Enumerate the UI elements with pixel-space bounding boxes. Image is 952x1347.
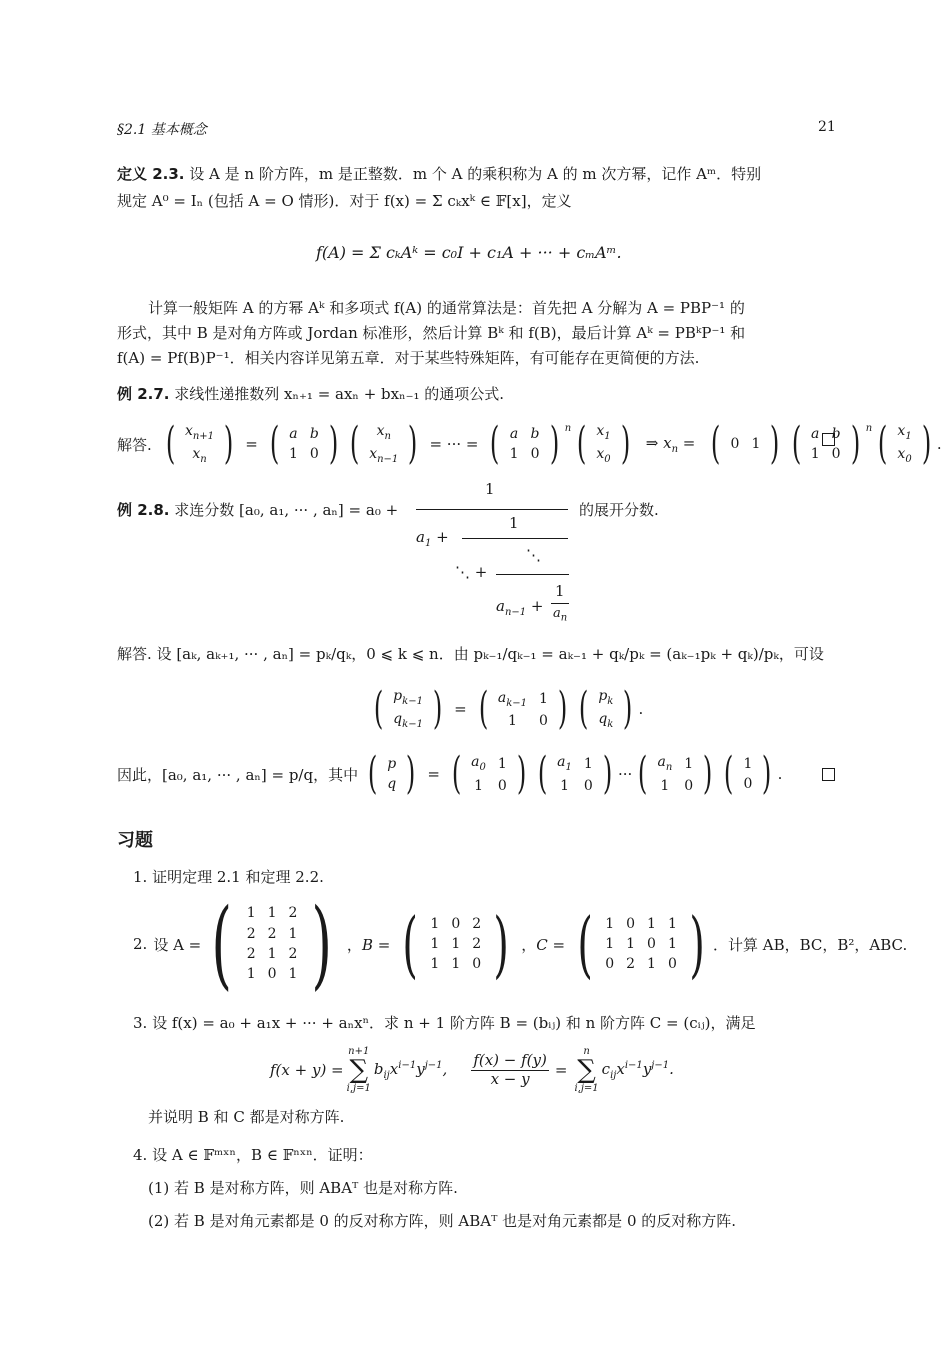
exercise-1: [133, 866, 324, 887]
example-2-8-solution-label: 解答.: [117, 645, 152, 663]
difference-quotient: $\frac{f(x) - f(y)}{x - y}$: [473, 1051, 547, 1088]
matrix-cell: 0: [667, 956, 677, 973]
cf-an-minus-1: $a_{n-1}$ +: [496, 597, 544, 618]
exercises-heading: 习题: [117, 830, 153, 851]
cf-bar-3: [496, 574, 569, 575]
cf-bar-2: [462, 538, 568, 539]
example-2-8-statement: [117, 499, 398, 520]
matrix-cell: 2: [246, 946, 256, 962]
qed-square-2: [822, 768, 835, 781]
cf-bar-1: [416, 509, 568, 510]
definition-line-1: [117, 163, 761, 184]
matrix-cell: 1: [288, 966, 298, 983]
exercise-4-text: 设 A ∈ 𝔽ᵐˣⁿ，B ∈ 𝔽ⁿˣⁿ．证明：: [152, 1146, 373, 1164]
cf-ddots-2: ⋱ +: [455, 563, 488, 581]
matrix-cell: 0: [451, 915, 461, 932]
cf-bar-4: [551, 603, 569, 604]
matrix-a0: ( $a_0$ 1 1 0 ): [451, 748, 527, 799]
matrix-cell: 2: [626, 956, 636, 973]
example-2-7-label: 例 2.7.: [117, 385, 170, 403]
matrix-an: ( $a_n$ 1 1 0 ): [638, 748, 713, 799]
vector-x-next: ( $x_{n+1}$ $x_n$ ): [165, 418, 234, 470]
conclusion-text: 因此，[a₀, a₁, ··· , aₙ] = p/q，其中: [117, 765, 359, 784]
definition-label: 定义 2.3.: [117, 165, 185, 183]
vector-p-q-k: ( $p_k$ $q_k$ ): [579, 683, 633, 735]
cf-numerator-1: 1: [485, 480, 495, 498]
matrix-ab10: ( a b 1 0 ): [269, 418, 339, 470]
matrix-cell: 1: [647, 956, 656, 973]
cf-an: $a_n$: [553, 606, 568, 624]
vector-p-q: ( p q ): [367, 748, 416, 799]
matrix-cell: 2: [246, 925, 256, 942]
exercise-3: [133, 1012, 755, 1033]
matrix-cell: 2: [288, 905, 298, 922]
matrix-cell: 2: [288, 946, 298, 962]
example-2-8-tail: 的展开分数.: [579, 501, 659, 519]
matrix-cell: 1: [451, 935, 461, 952]
example-2-8-solution-text: 设 [aₖ, aₖ₊₁, ··· , aₙ] = pₖ/qₖ，0 ⩽ k ⩽ n．由 pₖ₋₁/qₖ₋₁ = aₖ₋₁ + qₖ/pₖ = (aₖ₋₁pₖ + qₖ)/pₖ，可设: [156, 645, 824, 663]
cf-numerator-4: 1: [555, 582, 565, 600]
example-2-8-conclusion: 因此，[a₀, a₁, ··· , aₙ] = p/q，其中 ( p q ) = ( $a_0$ 1 1 0 ) ( $a_1$ 1 1 0 ) ··· ( $a_n$ 1 1 0 ) ( 1 0 ) .: [117, 748, 783, 799]
matrix-cell: 0: [605, 956, 615, 973]
matrix-cell: 1: [667, 915, 677, 932]
running-header: §2.1 基本概念: [117, 122, 207, 138]
paragraph-line-1: 计算一般矩阵 A 的方幂 Aᵏ 和多项式 f(A) 的通常算法是：首先把 A 分解为 A = PBP⁻¹ 的: [148, 299, 745, 317]
exercise-3-text: 设 f(x) = a₀ + a₁x + ··· + aₙxⁿ．求 n + 1 阶方阵 B = (bᵢⱼ) 和 n 阶方阵 C = (cᵢⱼ)，满足: [152, 1014, 756, 1032]
definition-formula: f(A) = Σ cₖAᵏ = c₀I + c₁A + ··· + cₘAᵐ.: [316, 243, 622, 262]
page-number: 21: [818, 119, 836, 135]
matrix-cell: 1: [647, 915, 656, 932]
matrix-cell: 2: [472, 935, 482, 952]
matrix-cell: 0: [267, 966, 277, 983]
exercise-2-num: 2.: [133, 935, 148, 953]
matrix-a-k-minus-1: ( $a_{k-1}$ 1 1 0 ): [478, 683, 568, 735]
exercise-1-num: 1.: [133, 868, 148, 886]
exercise-3-formulas: f(x + y) = n+1 ∑ i,j=1 $b_{ij}x^{i-1}y^{j-1}$, $\frac{f(x) - f(y)}{x - y}$ = n ∑ i,j=1 $c_{ij}x^{i-1}y^{j-1}$.: [270, 1046, 674, 1094]
paragraph-line-2: 形式，其中 B 是对角方阵或 Jordan 标准形，然后计算 Bᵏ 和 f(B)，最后计算 Aᵏ = PBᵏP⁻¹ 和: [117, 324, 746, 342]
sum-b: n+1 ∑ i,j=1: [346, 1046, 371, 1094]
example-2-7-text: 求线性递推数列 xₙ₊₁ = axₙ + bxₙ₋₁ 的通项公式.: [174, 385, 505, 403]
cf-ddots-1: ⋱: [526, 546, 541, 564]
exercise-3-num: 3.: [133, 1014, 148, 1032]
matrix-cell: 1: [430, 956, 440, 973]
matrix-cell: 1: [605, 915, 615, 932]
example-2-7-statement: [117, 383, 504, 404]
matrix-C: ( 1 0 1 1 1 1 0 1 0 2 1 0 ): [577, 902, 705, 986]
exercise-4-part-1: (1) 若 B 是对称方阵，则 ABAᵀ 也是对称方阵.: [148, 1179, 458, 1197]
matrix-cell: 1: [288, 925, 298, 942]
vector-1-0: ( 1 0 ): [724, 748, 772, 799]
recurrence-matrix-equation: ( $p_{k-1}$ $q_{k-1}$ ) = ( $a_{k-1}$ 1 1 0 ) ( $p_k$ $q_k$ ) .: [368, 686, 643, 733]
exercise-4: [133, 1144, 373, 1165]
matrix-a1: ( $a_1$ 1 1 0 ): [537, 748, 613, 799]
example-2-7-solution-label: 解答.: [117, 435, 152, 454]
vector-x1-x0: ( $x_1$ $x_0$ ): [577, 418, 630, 470]
matrix-cell: 0: [472, 956, 482, 973]
example-2-8-text: 求连分数 [a₀, a₁, ··· , aₙ] = a₀ +: [174, 501, 399, 519]
definition-text-1: 设 A 是 n 阶方阵，m 是正整数．m 个 A 的乘积称为 A 的 m 次方幂，记作 Aᵐ．特别: [189, 165, 762, 183]
vector-p-q-prev: ( $p_{k-1}$ $q_{k-1}$ ): [373, 683, 443, 735]
cf-numerator-2: 1: [509, 514, 519, 532]
exercise-2-text: 设 A =: [153, 935, 202, 954]
matrix-cell: 1: [430, 915, 440, 932]
matrix-cell: 1: [667, 935, 677, 952]
exercise-3-note: 并说明 B 和 C 都是对称方阵.: [148, 1108, 345, 1126]
matrix-cell: 1: [246, 905, 256, 922]
exercise-4-num: 4.: [133, 1146, 148, 1164]
row-vector-01: ( 0 1 ): [711, 418, 780, 470]
exercise-4-part-2: (2) 若 B 是对角元素都是 0 的反对称方阵，则 ABAᵀ 也是对角元素都是 0 的反对称方阵.: [148, 1212, 737, 1230]
paragraph-line-3: f(A) = Pf(B)P⁻¹．相关内容详见第五章．对于某些特殊矩阵，有可能存在更简便的方法.: [117, 349, 700, 367]
matrix-cell: 2: [267, 925, 277, 942]
example-2-8-label: 例 2.8.: [117, 501, 170, 519]
cf-a1: $a_1$ +: [416, 528, 449, 549]
exercise-2-tail: ．计算 AB，BC，B²，ABC.: [712, 935, 908, 954]
matrix-cell: 1: [430, 935, 440, 952]
definition-line-2: 规定 A⁰ = Iₙ (包括 A = O 情形)．对于 f(x) = Σ cₖxᵏ ∈ 𝔽[x]，定义: [117, 192, 572, 210]
matrix-cell: 2: [472, 915, 482, 932]
matrix-A: ( 1 1 2 2 2 1 2 1 2 1 0 1 ): [211, 888, 333, 1000]
example-2-7-solution: 解答. ( $x_{n+1}$ $x_n$ ) = ( a b 1 0 ) ( $x_n$ $x_{n-1}$ ) = ··· = ( a b 1 0 ) $^n$ ( $x_1$ $x_0$ ) ⇒ $x_n$ = ( 0 1 ) ( a b 1 0 ) $^n$ ( $x_1$ $x_0$ ) .: [117, 418, 942, 470]
matrix-cell: 1: [267, 905, 277, 922]
matrix-cell: 1: [246, 966, 256, 983]
qed-square: [822, 433, 835, 446]
matrix-cell: 1: [267, 946, 277, 962]
exercise-1-text: 证明定理 2.1 和定理 2.2.: [152, 868, 324, 886]
exercise-2: 2. 设 A = ( 1 1 2 2 2 1 2 1 2 1 0 1 ) ，B = ( 1 0 2 1 1 2 1 1 0 ) ，C = ( 1 0 1 1 1 1 0 1 0 2 1 0 ) ．计算 AB，BC，B²，ABC.: [133, 888, 908, 1000]
matrix-cell: 1: [605, 935, 615, 952]
matrix-cell: 1: [626, 935, 636, 952]
matrix-ab10-power: ( a b 1 0 ): [490, 418, 559, 470]
vector-x1-x0-2: ( $x_1$ $x_0$ ): [878, 418, 932, 470]
example-2-8-solution: [117, 643, 824, 664]
matrix-B: ( 1 0 2 1 1 2 1 1 0 ): [402, 902, 509, 986]
vector-x-prev: ( $x_n$ $x_{n-1}$ ): [349, 418, 418, 470]
matrix-ab10-power-2: ( a b 1 0 ): [791, 418, 860, 470]
matrix-cell: 0: [647, 935, 656, 952]
matrix-cell: 0: [626, 915, 636, 932]
sum-c: n ∑ i,j=1: [574, 1046, 599, 1094]
matrix-cell: 1: [451, 956, 461, 973]
